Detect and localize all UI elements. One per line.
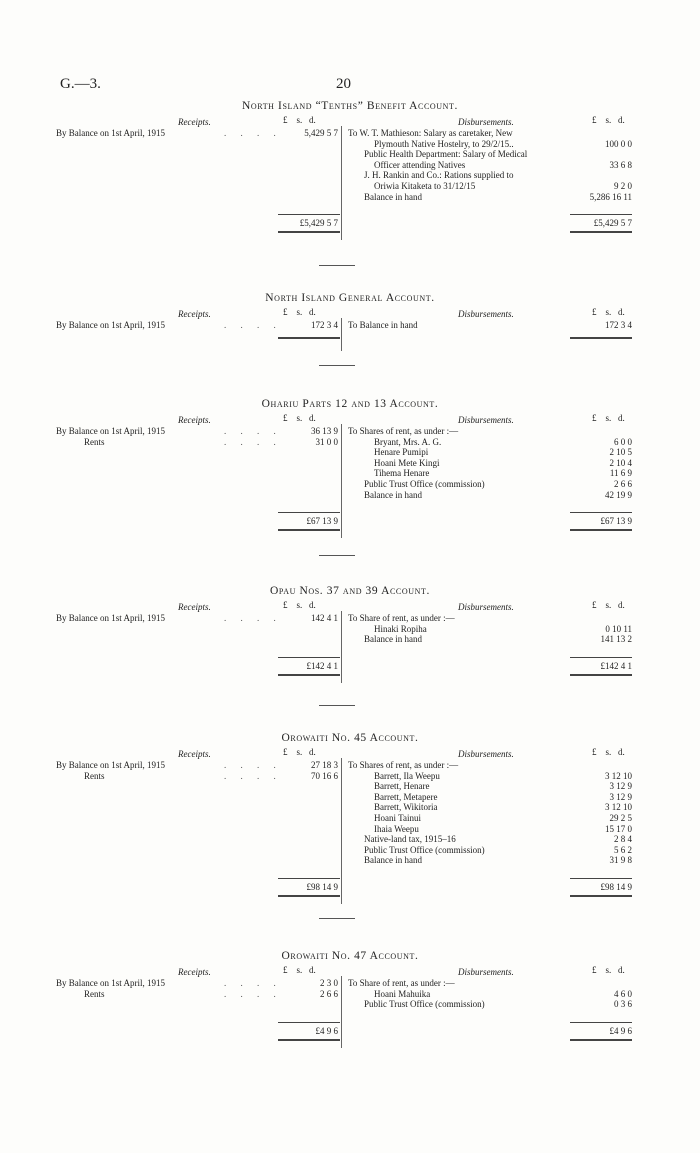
receipts-heading: Receipts. [178,415,211,425]
column-divider [341,976,342,1048]
receipts-total-double-rule [278,231,340,233]
disbursement-text: Public Trust Office (commission) [364,479,485,489]
disbursements-total: £142 4 1 [600,660,632,671]
receipts-lsd-heading: £ s. d. [283,115,316,125]
leader-dots: . . . . [224,426,282,436]
disbursement-amount: 29 2 5 [609,813,632,823]
receipt-amount: 70 16 6 [311,770,338,781]
account-block [0,398,700,548]
disbursement-amount: 0 10 11 [605,623,632,634]
section-separator [319,918,355,919]
leader-dots: . . . . [224,988,282,999]
receipts-heading: Receipts. [178,602,211,612]
leader-dots: . . . . [224,978,282,988]
receipt-amount: 2 6 6 [320,988,338,999]
disbursement-text: Tihema Henare [374,468,430,479]
disbursement-amount: 2 10 5 [609,447,632,458]
disbursements-heading: Disbursements. [458,415,514,425]
disbursements-total: £98 14 9 [600,882,632,892]
column-divider [341,758,342,904]
disbursement-text: Balance in hand [364,191,422,202]
receipts-double-rule [278,337,340,339]
disbursements-double-rule [570,337,632,339]
receipts-total: £98 14 9 [306,882,338,892]
disbursement-amount: 42 19 9 [605,489,632,500]
disbursement-text: Hinaki Ropiha [374,623,427,634]
account-title: Ohariu Parts 12 and 13 Account. [261,398,439,410]
disbursement-amount: 15 17 0 [605,823,632,834]
page-number: 20 [336,76,351,92]
disbursements-total: £5,429 5 7 [593,218,632,229]
disbursement-amount: 31 9 8 [609,855,632,866]
disbursement-text: Public Trust Office (commission) [364,999,485,1010]
account-title: Orowaiti No. 45 Account. [281,732,419,744]
disbursement-amount: 2 10 4 [609,457,632,468]
receipts-heading: Receipts. [178,749,211,759]
disbursement-text: Bryant, Mrs. A. G. [374,436,442,447]
receipts-lsd-heading: £ s. d. [283,965,316,975]
account-block [0,732,700,892]
receipts-sum-rule [278,512,340,513]
disbursements-total-double-rule [570,1039,632,1041]
disbursements-total-double-rule [570,529,632,531]
receipt-text: Rents [84,988,105,999]
disbursement-amount: 172 3 4 [605,320,632,330]
disbursement-text: To Share of rent, as under :— [348,978,455,988]
disbursements-sum-rule [570,512,632,513]
receipts-total-double-rule [278,895,340,897]
disbursement-amount: 5,286 16 11 [589,191,632,202]
column-divider [341,424,342,538]
disbursements-heading: Disbursements. [458,749,514,759]
disbursement-text: Plymouth Native Hostelry, to 29/2/15.. [374,138,514,149]
disbursement-text: To W. T. Mathieson: Salary as caretaker, New [348,128,513,138]
disbursement-text: Public Health Department: Salary of Medical [364,149,528,160]
receipt-amount: 36 13 9 [311,426,338,436]
column-divider [341,126,342,240]
section-separator [319,365,355,366]
disbursements-heading: Disbursements. [458,602,514,612]
disbursements-sum-rule [570,878,632,879]
column-divider [341,611,342,683]
disbursement-text: Hoani Mahuika [374,988,431,999]
disbursement-text: Native-land tax, 1915–16 [364,834,456,845]
receipts-lsd-heading: £ s. d. [283,413,316,423]
disbursement-amount: 33 6 8 [609,159,632,170]
receipts-sum-rule [278,657,340,658]
disbursements-heading: Disbursements. [458,309,514,319]
receipts-sum-rule [278,214,340,215]
disbursements-total-double-rule [570,231,632,233]
receipts-total: £5,429 5 7 [299,218,338,229]
receipt-text: By Balance on 1st April, 1915 [56,978,165,988]
disbursement-text: To Share of rent, as under :— [348,613,455,623]
disbursement-text: To Balance in hand [348,320,418,330]
receipt-amount: 2 3 0 [320,978,338,988]
receipt-text: By Balance on 1st April, 1915 [56,613,165,623]
disbursements-lsd-heading: £ s. d. [592,413,625,423]
leader-dots: . . . . [224,760,282,770]
page-ref: G.—3. [60,76,101,92]
section-separator [319,265,355,266]
disbursements-sum-rule [570,657,632,658]
disbursement-text: Barrett, Wikitoria [374,802,438,813]
disbursements-sum-rule [570,1022,632,1023]
disbursement-text: Hoani Mete Kingi [374,457,440,468]
disbursement-text: Balance in hand [364,489,422,500]
leader-dots: . . . . [224,320,282,330]
receipts-total: £67 13 9 [306,516,338,527]
account-block [0,950,700,1100]
disbursement-text: Barrett, Metapere [374,791,438,802]
receipt-amount: 172 3 4 [311,320,338,330]
receipt-text: Rents [84,770,105,781]
receipts-sum-rule [278,1022,340,1023]
disbursement-amount: 5 6 2 [614,844,632,855]
disbursement-text: Public Trust Office (commission) [364,844,485,855]
disbursement-text: Oriwia Kitaketa to 31/12/15 [374,181,476,191]
receipts-lsd-heading: £ s. d. [283,747,316,757]
receipt-text: By Balance on 1st April, 1915 [56,760,165,770]
receipts-total: £142 4 1 [306,660,338,671]
section-separator [319,555,355,556]
receipts-sum-rule [278,878,340,879]
receipt-amount: 27 18 3 [311,760,338,770]
disbursement-amount: 4 6 0 [614,988,632,999]
account-title: North Island “Tenths” Benefit Account. [241,100,459,112]
leader-dots: . . . . [224,613,282,623]
disbursement-amount: 3 12 10 [605,770,632,781]
disbursements-lsd-heading: £ s. d. [592,115,625,125]
receipts-heading: Receipts. [178,967,211,977]
account-title: North Island General Account. [265,292,435,304]
receipt-text: Rents [84,436,105,447]
disbursements-lsd-heading: £ s. d. [592,747,625,757]
disbursement-amount: 2 6 6 [614,479,632,489]
receipts-lsd-heading: £ s. d. [283,600,316,610]
account-block [0,100,700,250]
disbursement-text: Hoani Tainui [374,813,421,823]
disbursement-amount: 2 8 4 [614,834,632,845]
receipts-heading: Receipts. [178,117,211,127]
disbursement-amount: 11 6 9 [609,468,632,479]
disbursement-amount: 6 0 0 [614,436,632,447]
account-block [0,585,700,735]
leader-dots: . . . . [224,770,282,781]
disbursement-amount: 3 12 9 [609,791,632,802]
disbursements-total-double-rule [570,674,632,676]
disbursement-text: Ihaia Weepu [374,823,419,834]
receipts-heading: Receipts. [178,309,211,319]
column-divider [341,318,342,351]
disbursements-lsd-heading: £ s. d. [592,307,625,317]
account-title: Orowaiti No. 47 Account. [281,950,419,962]
receipt-amount: 31 0 0 [315,436,338,447]
disbursement-amount: 141 13 2 [600,634,632,645]
disbursements-lsd-heading: £ s. d. [592,965,625,975]
disbursement-text: Balance in hand [364,634,422,645]
disbursement-amount: 3 12 10 [605,802,632,813]
section-separator [319,705,355,706]
disbursement-text: Barrett, Ila Weepu [374,770,440,781]
disbursement-text: To Shares of rent, as under :— [348,426,459,436]
disbursements-heading: Disbursements. [458,967,514,977]
disbursement-text: Officer attending Natives [374,159,466,170]
disbursement-amount: 0 3 6 [614,999,632,1010]
disbursement-text: J. H. Rankin and Co.: Rations supplied to [364,170,514,181]
disbursements-total: £67 13 9 [600,516,632,527]
disbursement-amount: 100 0 0 [605,138,632,149]
disbursements-total-double-rule [570,895,632,897]
receipts-total-double-rule [278,674,340,676]
receipts-total-double-rule [278,529,340,531]
disbursement-text: Henare Pumipi [374,447,429,458]
disbursement-amount: 9 2 0 [614,181,632,191]
disbursements-total: £4 9 6 [609,1025,632,1036]
leader-dots: . . . . [224,128,282,138]
receipt-text: By Balance on 1st April, 1915 [56,320,165,330]
receipts-total: £4 9 6 [315,1025,338,1036]
receipts-total-double-rule [278,1039,340,1041]
disbursement-amount: 3 12 9 [609,781,632,792]
disbursement-text: To Shares of rent, as under :— [348,760,459,770]
receipt-text: By Balance on 1st April, 1915 [56,426,165,436]
disbursements-lsd-heading: £ s. d. [592,600,625,610]
account-title: Opau Nos. 37 and 39 Account. [270,585,430,597]
receipts-lsd-heading: £ s. d. [283,307,316,317]
disbursements-sum-rule [570,214,632,215]
leader-dots: . . . . [224,436,282,447]
disbursement-text: Barrett, Henare [374,781,430,792]
receipt-amount: 142 4 1 [311,613,338,623]
receipt-text: By Balance on 1st April, 1915 [56,128,165,138]
receipt-amount: 5,429 5 7 [304,128,338,138]
disbursements-heading: Disbursements. [458,117,514,127]
disbursement-text: Balance in hand [364,855,422,866]
